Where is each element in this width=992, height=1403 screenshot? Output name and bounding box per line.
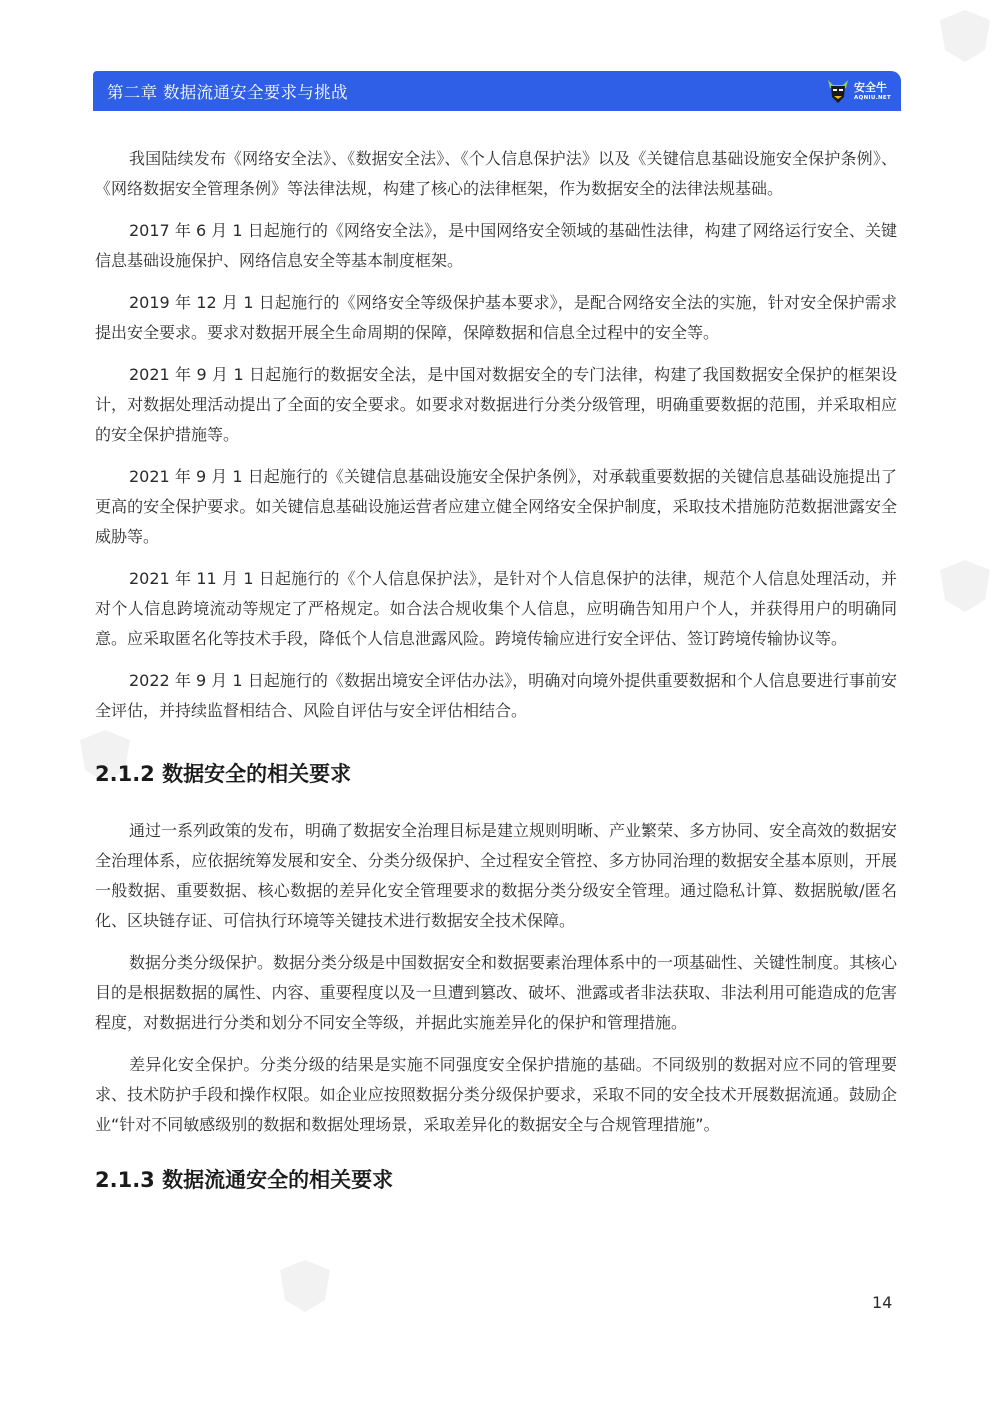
section-heading: 2.1.2 数据安全的相关要求: [95, 762, 352, 786]
page-content: [95, 144, 897, 1195]
chapter-header-bar: [93, 71, 901, 111]
body-paragraph: 2021 年 9 月 1 日起施行的数据安全法，是中国对数据安全的专门法律，构建了我国数据安全保护的框架设计，对数据处理活动提出了全面的安全要求。如要求对数据进行分类分级管理，明确重要数据的范围，并采取相应的安全保护措施等。: [95, 365, 897, 444]
watermark-logo: [270, 1250, 340, 1320]
logo-domain: AQNIU.NET: [854, 94, 891, 101]
body-paragraph: 2017 年 6 月 1 日起施行的《网络安全法》，是中国网络安全领域的基础性法律，构建了网络运行安全、关键信息基础设施保护、网络信息安全等基本制度框架。: [95, 221, 897, 270]
chapter-title: 第二章 数据流通安全要求与挑战: [107, 83, 348, 102]
body-paragraph: 通过一系列政策的发布，明确了数据安全治理目标是建立规则明晰、产业繁荣、多方协同、安全高效的数据安全治理体系，应依据统筹发展和安全、分类分级保护、全过程安全管控、多方协同治理的数据安全基本原则，开展一般数据、重要数据、核心数据的差异化安全管理要求的数据分类分级安全管理。通过隐私计算、数据脱敏/匿名化、区块链存证、可信执行环境等关键技术进行数据安全技术保障。: [95, 821, 898, 930]
logo-name: 安全牛: [854, 80, 888, 94]
body-paragraph: 数据分类分级保护。数据分类分级是中国数据安全和数据要素治理体系中的一项基础性、关键性制度。其核心目的是根据数据的属性、内容、重要程度以及一旦遭到篡改、破坏、泄露或者非法获取、非法利用可能造成的危害程度，对数据进行分类和划分不同安全等级，并据此实施差异化的保护和管理措施。: [95, 953, 898, 1032]
body-paragraph: 2022 年 9 月 1 日起施行的《数据出境安全评估办法》，明确对向境外提供重要数据和个人信息要进行事前安全评估，并持续监督相结合、风险自评估与安全评估相结合。: [95, 671, 897, 720]
bull-mascot-icon: [826, 77, 850, 105]
body-paragraph: 2021 年 9 月 1 日起施行的《关键信息基础设施安全保护条例》，对承载重要数据的关键信息基础设施提出了更高的安全保护要求。如关键信息基础设施运营者应建立健全网络安全保护制度，采取技术措施防范数据泄露安全威胁等。: [95, 467, 897, 546]
brand-logo: [826, 76, 891, 106]
body-paragraph: 2021 年 11 月 1 日起施行的《个人信息保护法》，是针对个人信息保护的法律，规范个人信息处理活动，并对个人信息跨境流动等规定了严格规定。如合法合规收集个人信息，应明确告知用户个人，并获得用户的明确同意。应采取匿名化等技术手段，降低个人信息泄露风险。跨境传输应进行安全评估、签订跨境传输协议等。: [95, 569, 897, 648]
page-number: 14: [872, 1293, 893, 1312]
body-paragraph: 差异化安全保护。分类分级的结果是实施不同强度安全保护措施的基础。不同级别的数据对应不同的管理要求、技术防护手段和操作权限。如企业应按照数据分类分级保护要求，采取不同的安全技术开展数据流通。鼓励企业“针对不同敏感级别的数据和数据处理场景，采取差异化的数据安全与合规管理措施”。: [95, 1055, 897, 1134]
section-heading: 2.1.3 数据流通安全的相关要求: [95, 1168, 394, 1192]
body-paragraph: 我国陆续发布《网络安全法》、《数据安全法》、《个人信息保护法》以及《关键信息基础设施安全保护条例》、《网络数据安全管理条例》等法律法规，构建了核心的法律框架，作为数据安全的法律法规基础。: [95, 149, 897, 198]
body-paragraph: 2019 年 12 月 1 日起施行的《网络安全等级保护基本要求》，是配合网络安全法的实施，针对安全保护需求提出安全要求。要求对数据开展全生命周期的保障，保障数据和信息全过程中的安全等。: [95, 293, 897, 342]
watermark-logo: [930, 550, 992, 620]
watermark-logo: [930, 0, 992, 70]
